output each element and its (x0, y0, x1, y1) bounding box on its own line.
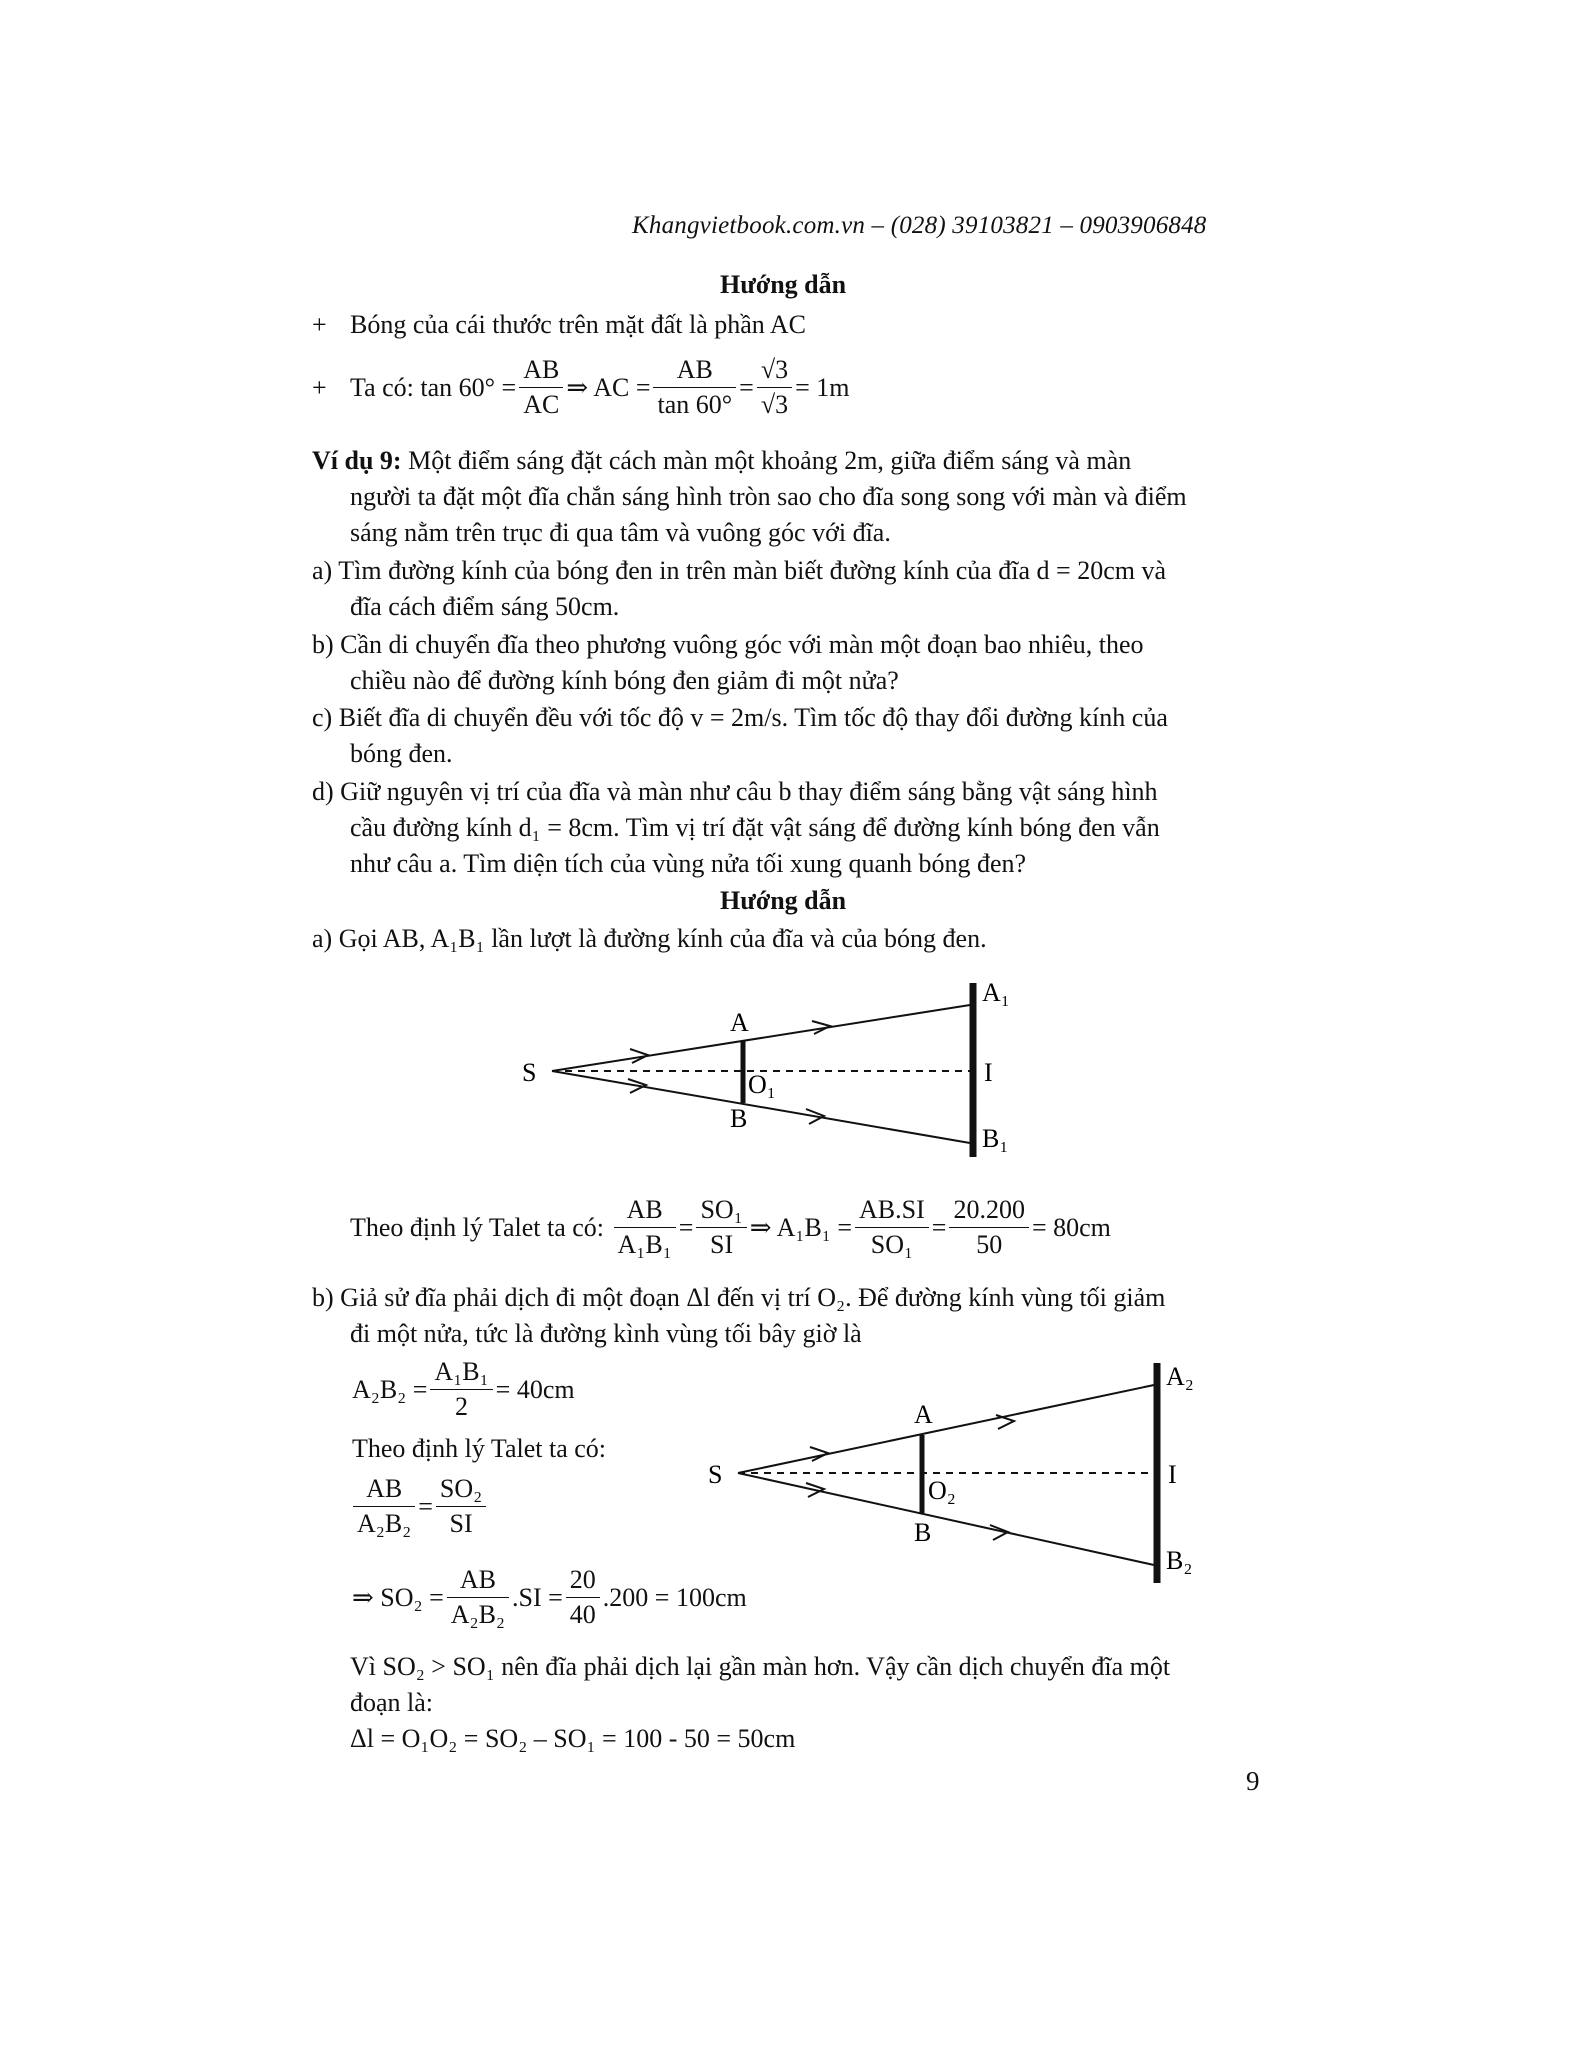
question-c (312, 700, 1168, 772)
question-d (312, 774, 1160, 882)
final-result: Δl = O₁O₂ = SO₂ – SO₁ = 100 - 50 = 50cm (350, 1724, 796, 1753)
denominator: A₂B₂ (450, 1600, 505, 1629)
talet-prefix-b: Theo định lý Talet ta có: (352, 1434, 607, 1463)
fraction (519, 353, 563, 422)
page-number: 9 (1246, 1766, 1260, 1796)
eq-result: = 80cm (1031, 1212, 1111, 1242)
q-line: chiều nào để đường kính bóng đen giảm đi một nửa? (350, 666, 899, 695)
eq-tan: tan 60° (420, 372, 496, 402)
shadow-diagram-1 (500, 975, 1060, 1160)
numerator: AB (519, 353, 563, 388)
denominator: A₁B₁ (617, 1230, 672, 1259)
fraction (653, 353, 736, 422)
conclusion-line: đoạn là: (350, 1688, 434, 1717)
q-label: c) (312, 703, 333, 732)
fraction (614, 1193, 676, 1262)
so2-equation (352, 1563, 747, 1632)
q-line: bóng đen. (350, 739, 453, 768)
numerator: 20 (566, 1563, 600, 1598)
fraction (855, 1193, 929, 1262)
numerator: AB (614, 1193, 676, 1228)
denominator: SI (710, 1230, 734, 1259)
intro-line: người ta đặt một đĩa chắn sáng hình tròn sao cho đĩa song song với màn và điểm (350, 482, 1187, 511)
eq-sign: = (678, 1212, 694, 1242)
eq-prefix: Theo định lý Talet ta có: (350, 1212, 605, 1242)
fraction (436, 1472, 486, 1541)
numerator: 20.200 (949, 1193, 1029, 1228)
bullet: + (312, 310, 327, 339)
arrow-head (630, 1049, 648, 1063)
arrow-head (990, 1525, 1008, 1540)
denominator: A₂B₂ (357, 1509, 412, 1538)
eq-sign: = (739, 372, 754, 402)
label-a1: A₁ (982, 978, 1010, 1007)
label-o1: O₁ (748, 1070, 776, 1099)
fraction (566, 1563, 600, 1632)
arrow-head (810, 1447, 828, 1461)
q-line: Giữ nguyên vị trí của đĩa và màn như câu b thay điểm sáng bằng vật sáng hình (340, 777, 1158, 806)
example-label: Ví dụ 9: (312, 446, 402, 475)
label-a: A (914, 1400, 933, 1429)
label-b: B (730, 1104, 748, 1133)
label-i: I (1168, 1460, 1177, 1489)
fraction (430, 1355, 492, 1424)
q-label: a) (312, 556, 333, 585)
tan-equation (350, 353, 850, 422)
page-header: Khangvietbook.com.vn – (028) 39103821 – 0903906848 (632, 212, 1207, 239)
denominator: AC (523, 390, 560, 419)
section-heading: Hướng dẫn (720, 270, 847, 299)
eq-result: = 1m (795, 372, 850, 402)
numerator: AB (353, 1472, 415, 1507)
denominator: 40 (569, 1600, 596, 1629)
question-b (312, 627, 1144, 699)
example-intro (312, 443, 1262, 551)
q-label: d) (312, 777, 334, 806)
q-line: Tìm đường kính của bóng đen in trên màn biết đường kính của đĩa d = 20cm và (338, 556, 1167, 585)
eq-arrow: ⇒ AC = (566, 372, 651, 402)
talet-equation-a (350, 1193, 1111, 1262)
q-line: Cần di chuyển đĩa theo phương vuông góc với màn một đoạn bao nhiêu, theo (340, 630, 1144, 659)
fraction (447, 1563, 509, 1632)
ray-upper (552, 1005, 970, 1071)
denominator: tan 60° (657, 390, 733, 419)
bullet: + (312, 373, 327, 402)
solution-line: Giả sử đĩa phải dịch đi một đoạn Δl đến vị trí O₂. Để đường kính vùng tối giảm (340, 1283, 1166, 1312)
label-b: B (914, 1518, 932, 1547)
numerator: A₁B₁ (430, 1355, 492, 1390)
question-a (312, 553, 1166, 625)
fraction (757, 353, 792, 422)
solution-b (312, 1280, 1165, 1352)
q-label: b) (312, 1283, 334, 1312)
arrow-head (812, 1021, 830, 1034)
eq-result: .200 = 100cm (602, 1582, 747, 1612)
conclusion (350, 1649, 1170, 1721)
denominator: SI (449, 1509, 473, 1538)
q-line: đĩa cách điểm sáng 50cm. (350, 592, 620, 621)
solution-text: Gọi AB, A₁B₁ lần lượt là đường kính của đĩa và của bóng đen. (338, 924, 987, 953)
label-o2: O₂ (928, 1476, 956, 1505)
numerator: SO₁ (696, 1193, 746, 1228)
talet-equation-b (350, 1472, 489, 1541)
eq-sign: = (418, 1491, 433, 1521)
numerator: AB (447, 1563, 509, 1598)
eq-sign: = (501, 372, 517, 402)
fraction (949, 1193, 1029, 1262)
intro-line: sáng nằm trên trục đi qua tâm và vuông góc với đĩa. (350, 518, 891, 547)
label-a: A (730, 1008, 749, 1037)
q-label: a) (312, 924, 333, 953)
denominator: SO₁ (870, 1230, 914, 1259)
fraction (696, 1193, 746, 1262)
q-line: như câu a. Tìm diện tích của vùng nửa tối xung quanh bóng đen? (350, 849, 1027, 878)
section-heading: Hướng dẫn (720, 886, 847, 915)
eq-result: = 40cm (495, 1374, 575, 1404)
q-line: cầu đường kính d₁ = 8cm. Tìm vị trí đặt vật sáng để đường kính bóng đen vẫn (350, 813, 1160, 842)
ray-upper (738, 1385, 1154, 1473)
q-line: Biết đĩa di chuyển đều với tốc độ v = 2m/s. Tìm tốc độ thay đổi đường kính của (338, 703, 1168, 732)
fraction (353, 1472, 415, 1541)
denominator: 2 (455, 1392, 469, 1421)
a2b2-equation (352, 1355, 575, 1424)
label-i: I (984, 1058, 993, 1087)
denominator: √3 (760, 390, 789, 419)
label-b2: B₂ (1166, 1546, 1193, 1575)
solution-line: đi một nửa, tức là đường kình vùng tối bây giờ là (350, 1319, 862, 1348)
numerator: SO₂ (436, 1472, 486, 1507)
eq-arrow: ⇒ A₁B₁ = (749, 1212, 853, 1242)
shadow-diagram-2 (690, 1355, 1250, 1595)
eq-lhs: A₂B₂ = (352, 1374, 428, 1404)
label-s: S (522, 1058, 537, 1087)
eq-mid: .SI = (512, 1582, 563, 1612)
numerator: √3 (757, 353, 792, 388)
q-label: b) (312, 630, 334, 659)
eq-prefix: Ta có: (350, 372, 414, 402)
label-b1: B₁ (982, 1124, 1009, 1153)
solution-a (312, 924, 987, 954)
numerator: AB (653, 353, 736, 388)
intro-line: Một điểm sáng đặt cách màn một khoảng 2m, giữa điểm sáng và màn (408, 446, 1132, 475)
label-s: S (708, 1460, 723, 1489)
conclusion-line: Vì SO₂ > SO₁ nên đĩa phải dịch lại gần màn hơn. Vậy cần dịch chuyển đĩa một (350, 1652, 1171, 1681)
denominator: 50 (976, 1230, 1003, 1259)
guide-text: Bóng của cái thước trên mặt đất là phần AC (350, 310, 806, 339)
eq-sign: = (931, 1212, 947, 1242)
label-a2: A₂ (1166, 1362, 1194, 1391)
eq-lhs: ⇒ SO₂ = (352, 1582, 444, 1612)
numerator: AB.SI (855, 1193, 929, 1228)
